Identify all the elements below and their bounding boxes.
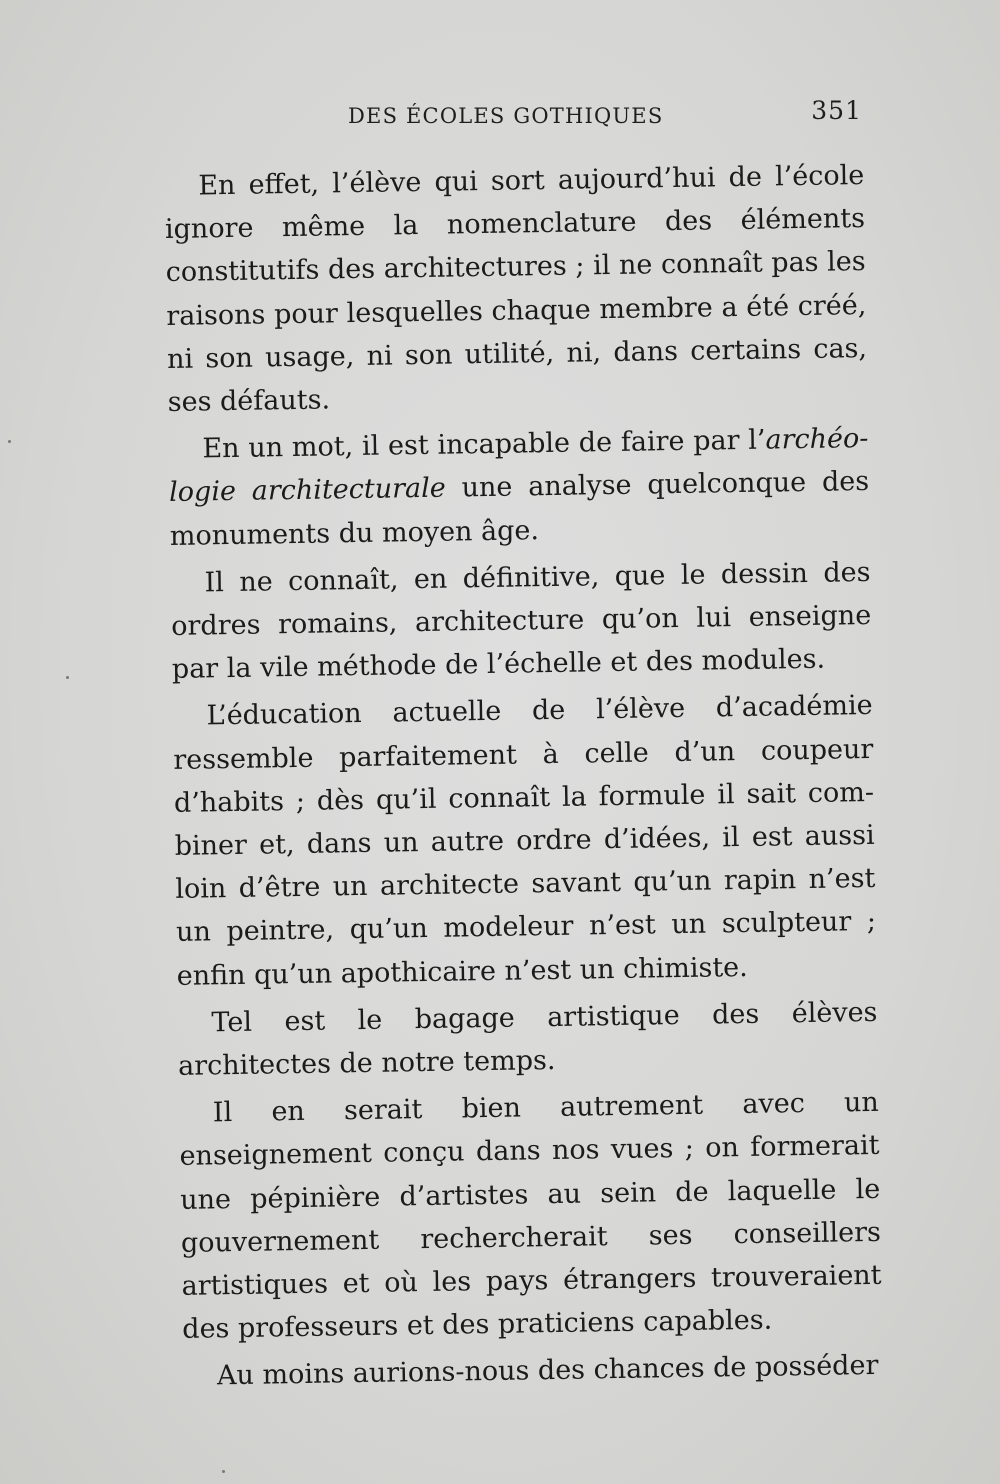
running-title: DES ÉCOLES GOTHIQUES [348,104,664,128]
paragraph-1: En effet, l’élève qui sort aujourd’hui de l’école ignore même la nomenclature des éléments constitutifs des architectures ; il ne connaît pas les raisons pour lesquelles chaque membre a été créé, ni son usage, ni son utilité, ni, dans certains cas, ses défauts. [164,160,868,418]
paper-speck [8,440,11,443]
page-number: 351 [811,96,862,125]
body-text [164,154,883,1403]
paragraph-2 [168,417,870,558]
paragraph-7: Au moins aurions-nous des chances de posséder [216,1350,879,1392]
running-head [150,96,862,136]
paragraph-4: L’éducation actuelle de l’élève d’académie ressemble parfaitement à celle d’un coupeur d’habits ; dès qu’il connaît la formule il sait combiner et, dans un autre ordre d’idées, il est aussi loin d’être un architecte savant qu’un rapin n’est un peintre, qu’un modeleur n’est un sculpteur ; enfin qu’un apothicaire n’est un chimiste. [173,690,877,992]
paper-speck [66,676,69,679]
paragraph-5: Tel est le bagage artistique des élèves architectes de notre temps. [177,996,878,1082]
paragraph-2-italic-term: archéologie architecturale [168,423,869,509]
paragraph-6: Il en serait bien autrement avec un enseignement conçu dans nos vues ; on formerait une pépinière d’artistes au sein de laquelle le gouvernement rechercherait ses conseillers artistiques et où les pays étrangers trouveraient des professeurs et des praticiens capables. [179,1087,882,1346]
paragraph-2-text-end: une analyse quelconque des monuments du moyen âge. [169,466,870,552]
paragraph-2-text-start: En un mot, il est incapable de faire par l’ [202,424,766,465]
paper-speck [222,1470,225,1473]
paragraph-3: Il ne connaît, en définitive, que le dessin des ordres romains, architecture qu’on lui enseigne par la vile méthode de l’échelle et des modules. [171,556,872,686]
